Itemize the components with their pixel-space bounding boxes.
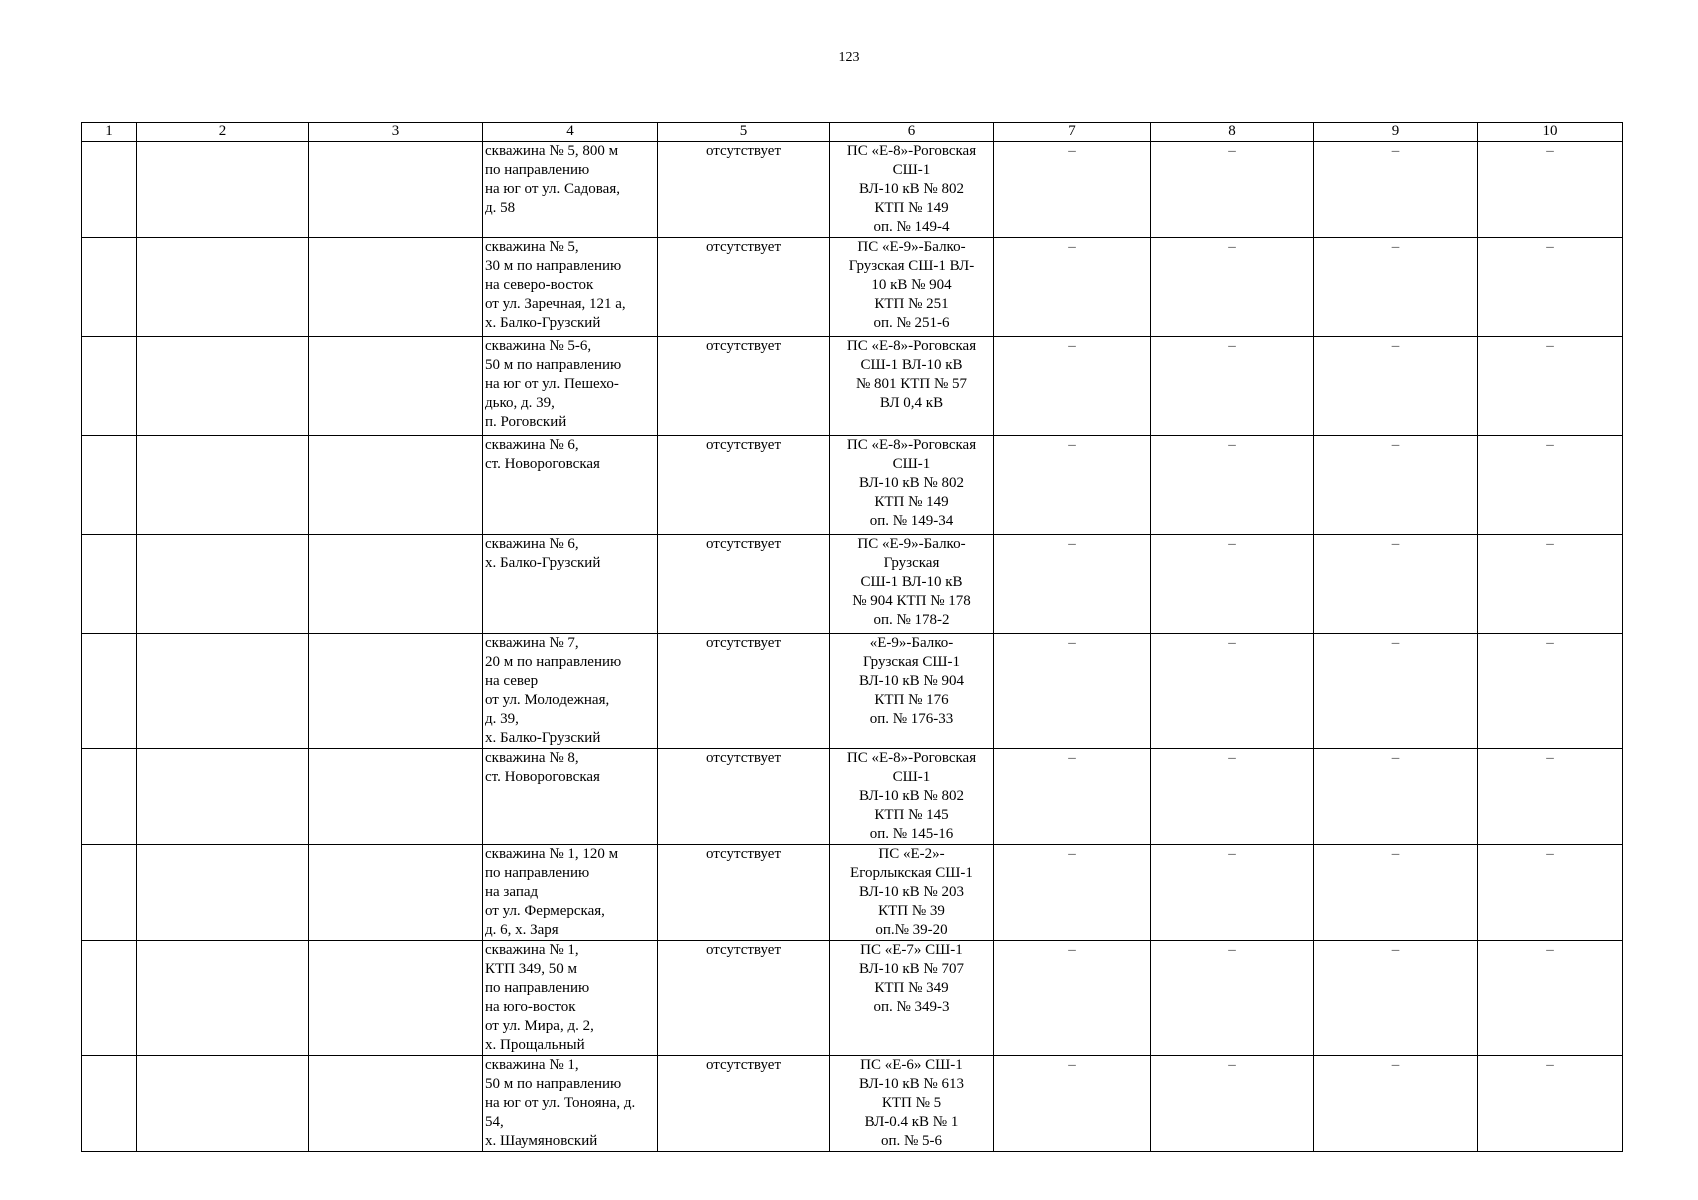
cell-col7: –	[994, 337, 1151, 436]
cell-col3	[309, 941, 483, 1056]
cell-location: скважина № 1, КТП 349, 50 м по направлению на юго-восток от ул. Мира, д. 2, х. Прощальный	[483, 941, 658, 1056]
cell-power-source: ПС «Е-9»-Балко- Грузская СШ-1 ВЛ- 10 кВ № 904 КТП № 251 оп. № 251-6	[830, 238, 994, 337]
cell-col2	[137, 1056, 309, 1152]
cell-location: скважина № 5, 30 м по направлению на северо-восток от ул. Заречная, 121 а, х. Балко-Грузский	[483, 238, 658, 337]
table-row	[82, 337, 1623, 436]
cell-col7: –	[994, 845, 1151, 941]
cell-col3	[309, 535, 483, 634]
cell-col10: –	[1478, 749, 1623, 845]
cell-col3	[309, 634, 483, 749]
column-header: 3	[309, 123, 483, 142]
cell-col2	[137, 238, 309, 337]
cell-col9: –	[1314, 634, 1478, 749]
cell-col3	[309, 749, 483, 845]
cell-col8: –	[1151, 337, 1314, 436]
cell-col1	[82, 941, 137, 1056]
table-row	[82, 142, 1623, 238]
cell-col10: –	[1478, 1056, 1623, 1152]
column-header: 1	[82, 123, 137, 142]
cell-presence: отсутствует	[658, 845, 830, 941]
cell-col1	[82, 535, 137, 634]
cell-col1	[82, 1056, 137, 1152]
cell-col2	[137, 142, 309, 238]
cell-col10: –	[1478, 337, 1623, 436]
cell-presence: отсутствует	[658, 941, 830, 1056]
cell-col1	[82, 749, 137, 845]
cell-power-source: ПС «Е-8»-Роговская СШ-1 ВЛ-10 кВ № 802 КТП № 149 оп. № 149-4	[830, 142, 994, 238]
cell-col1	[82, 337, 137, 436]
cell-location: скважина № 1, 50 м по направлению на юг от ул. Тонояна, д. 54, х. Шаумяновский	[483, 1056, 658, 1152]
cell-col7: –	[994, 238, 1151, 337]
cell-col10: –	[1478, 535, 1623, 634]
cell-power-source: ПС «Е-8»-Роговская СШ-1 ВЛ-10 кВ № 802 КТП № 145 оп. № 145-16	[830, 749, 994, 845]
cell-power-source: ПС «Е-8»-Роговская СШ-1 ВЛ-10 кВ № 801 КТП № 57 ВЛ 0,4 кВ	[830, 337, 994, 436]
table-row	[82, 238, 1623, 337]
cell-col7: –	[994, 749, 1151, 845]
column-header: 7	[994, 123, 1151, 142]
table-row	[82, 845, 1623, 941]
cell-location: скважина № 5, 800 м по направлению на юг от ул. Садовая, д. 58	[483, 142, 658, 238]
cell-location: скважина № 6, ст. Новороговская	[483, 436, 658, 535]
cell-location: скважина № 1, 120 м по направлению на запад от ул. Фермерская, д. 6, х. Заря	[483, 845, 658, 941]
data-table	[81, 122, 1623, 1152]
column-header: 10	[1478, 123, 1623, 142]
cell-col1	[82, 845, 137, 941]
cell-col7: –	[994, 142, 1151, 238]
page-number: 123	[838, 50, 860, 65]
cell-presence: отсутствует	[658, 1056, 830, 1152]
column-header: 4	[483, 123, 658, 142]
cell-col10: –	[1478, 845, 1623, 941]
cell-col9: –	[1314, 535, 1478, 634]
cell-power-source: ПС «Е-9»-Балко- Грузская СШ-1 ВЛ-10 кВ № 904 КТП № 178 оп. № 178-2	[830, 535, 994, 634]
cell-presence: отсутствует	[658, 142, 830, 238]
cell-col10: –	[1478, 142, 1623, 238]
column-header: 2	[137, 123, 309, 142]
cell-col1	[82, 634, 137, 749]
cell-col3	[309, 1056, 483, 1152]
cell-col9: –	[1314, 845, 1478, 941]
cell-col9: –	[1314, 941, 1478, 1056]
cell-col2	[137, 436, 309, 535]
table-row	[82, 749, 1623, 845]
cell-presence: отсутствует	[658, 238, 830, 337]
cell-col7: –	[994, 634, 1151, 749]
cell-col3	[309, 845, 483, 941]
cell-col10: –	[1478, 238, 1623, 337]
cell-col8: –	[1151, 749, 1314, 845]
cell-col1	[82, 238, 137, 337]
cell-presence: отсутствует	[658, 749, 830, 845]
cell-col7: –	[994, 1056, 1151, 1152]
cell-col7: –	[994, 535, 1151, 634]
cell-col9: –	[1314, 337, 1478, 436]
cell-power-source: ПС «Е-6» СШ-1 ВЛ-10 кВ № 613 КТП № 5 ВЛ-0.4 кВ № 1 оп. № 5-6	[830, 1056, 994, 1152]
cell-col9: –	[1314, 749, 1478, 845]
cell-col8: –	[1151, 436, 1314, 535]
cell-col1	[82, 142, 137, 238]
cell-col9: –	[1314, 436, 1478, 535]
table-row	[82, 535, 1623, 634]
cell-col1	[82, 436, 137, 535]
column-header: 8	[1151, 123, 1314, 142]
cell-col2	[137, 845, 309, 941]
cell-presence: отсутствует	[658, 535, 830, 634]
cell-col2	[137, 634, 309, 749]
cell-col8: –	[1151, 1056, 1314, 1152]
cell-col9: –	[1314, 1056, 1478, 1152]
cell-col8: –	[1151, 634, 1314, 749]
table-body	[82, 142, 1623, 1152]
column-header: 6	[830, 123, 994, 142]
cell-col8: –	[1151, 535, 1314, 634]
cell-col2	[137, 337, 309, 436]
table-row	[82, 436, 1623, 535]
cell-power-source: ПС «Е-7» СШ-1 ВЛ-10 кВ № 707 КТП № 349 оп. № 349-3	[830, 941, 994, 1056]
cell-location: скважина № 7, 20 м по направлению на север от ул. Молодежная, д. 39, х. Балко-Грузский	[483, 634, 658, 749]
cell-col8: –	[1151, 238, 1314, 337]
cell-location: скважина № 6, х. Балко-Грузский	[483, 535, 658, 634]
table-row	[82, 634, 1623, 749]
cell-location: скважина № 5-6, 50 м по направлению на юг от ул. Пешехо- дько, д. 39, п. Роговский	[483, 337, 658, 436]
cell-col9: –	[1314, 238, 1478, 337]
cell-col2	[137, 749, 309, 845]
cell-col3	[309, 142, 483, 238]
cell-col8: –	[1151, 142, 1314, 238]
column-header: 9	[1314, 123, 1478, 142]
cell-presence: отсутствует	[658, 436, 830, 535]
cell-col3	[309, 337, 483, 436]
column-header: 5	[658, 123, 830, 142]
cell-col10: –	[1478, 941, 1623, 1056]
cell-col7: –	[994, 436, 1151, 535]
cell-col3	[309, 436, 483, 535]
cell-power-source: ПС «Е-8»-Роговская СШ-1 ВЛ-10 кВ № 802 КТП № 149 оп. № 149-34	[830, 436, 994, 535]
cell-power-source: «Е-9»-Балко- Грузская СШ-1 ВЛ-10 кВ № 904 КТП № 176 оп. № 176-33	[830, 634, 994, 749]
cell-power-source: ПС «Е-2»- Егорлыкская СШ-1 ВЛ-10 кВ № 203 КТП № 39 оп.№ 39-20	[830, 845, 994, 941]
cell-col9: –	[1314, 142, 1478, 238]
table-row	[82, 1056, 1623, 1152]
cell-col2	[137, 941, 309, 1056]
column-number-row	[82, 123, 1623, 142]
cell-col8: –	[1151, 941, 1314, 1056]
cell-col7: –	[994, 941, 1151, 1056]
cell-col10: –	[1478, 634, 1623, 749]
cell-col10: –	[1478, 436, 1623, 535]
cell-col3	[309, 238, 483, 337]
cell-col8: –	[1151, 845, 1314, 941]
cell-location: скважина № 8, ст. Новороговская	[483, 749, 658, 845]
cell-presence: отсутствует	[658, 634, 830, 749]
cell-presence: отсутствует	[658, 337, 830, 436]
cell-col2	[137, 535, 309, 634]
table-row	[82, 941, 1623, 1056]
